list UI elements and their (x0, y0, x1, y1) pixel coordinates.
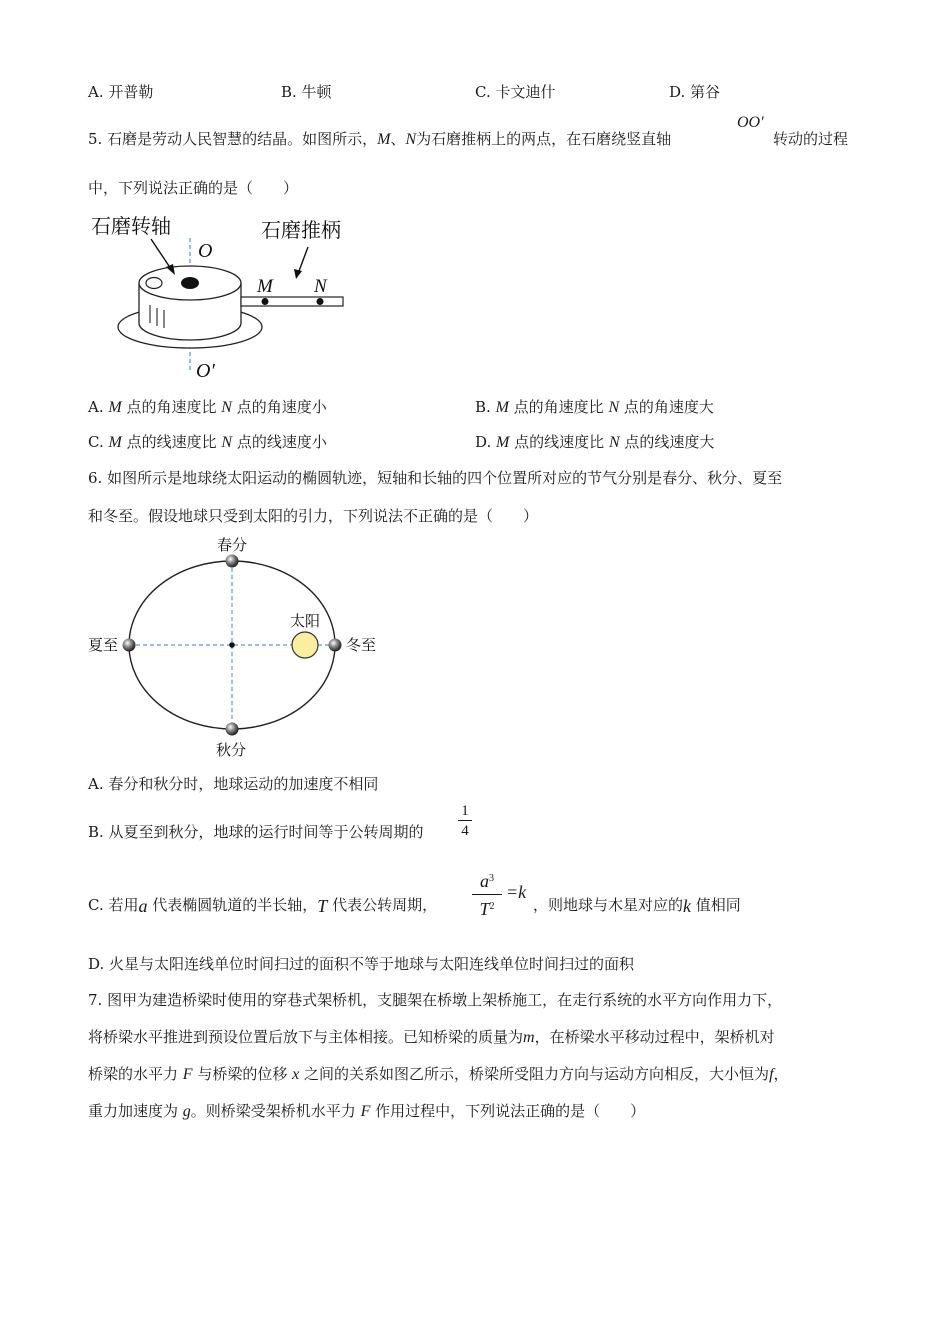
q5-stem-line2: 中，下列说法正确的是（ ） (88, 179, 299, 197)
q7-stem-line4: 重力加速度为 g。则桥梁受架桥机水平力 F 作用过程中，下列说法正确的是（ ） (88, 1102, 646, 1120)
q5-option-d: D. M 点的线速度比 N 点的线速度大 (475, 433, 715, 451)
q5-option-c: C. M 点的线速度比 N 点的线速度小 (88, 433, 327, 451)
q4-option-c: C. 卡文迪什 (475, 83, 556, 101)
label-o: O (198, 240, 213, 262)
label-m: M (257, 276, 273, 297)
sun (292, 632, 318, 658)
label-axis: 石磨转轴 (91, 214, 171, 238)
q4-option-a: A. 开普勒 (88, 83, 154, 101)
label-n: N (314, 276, 327, 297)
label-o-prime: O′ (196, 360, 215, 382)
q6-option-b: B. 从夏至到秋分，地球的运行时间等于公转周期的 (88, 823, 424, 841)
q6-option-b-fraction: $\frac{1}{4}$ (458, 802, 472, 841)
q6-option-c-tail: ，则地球与木星对应的k 值相同 (533, 896, 741, 916)
q7-stem-line3: 桥梁的水平力 F 与桥梁的位移 x 之间的关系如图乙所示，桥梁所受阻力方向与运动方向相反，大小恒为f， (88, 1065, 789, 1083)
q5-stem-line1: 5. 石磨是劳动人民智慧的结晶。如图所示，M、N为石磨推柄上的两点，在石磨绕竖直轴 (88, 130, 672, 148)
q4-option-b: B. 牛顿 (281, 83, 332, 101)
q6-stem-line1: 6. 如图所示是地球绕太阳运动的椭圆轨迹，短轴和长轴的四个位置所对应的节气分别是春分、秋分、夏至 (88, 469, 783, 487)
earth-spring (226, 555, 239, 568)
label-spring: 春分 (217, 536, 248, 554)
millstone-figure (85, 205, 355, 390)
q5-axis-symbol: OO′ (737, 114, 764, 131)
label-sun: 太阳 (290, 612, 321, 630)
point-m (262, 298, 269, 305)
q7-stem-line1: 7. 图甲为建造桥梁时使用的穿巷式架桥机，支腿架在桥墩上架桥施工，在走行系统的水平方向作用力下， (88, 991, 783, 1009)
millstone-handle (241, 297, 343, 306)
q4-option-d: D. 第谷 (669, 83, 721, 101)
label-handle: 石磨推柄 (261, 218, 341, 242)
earth-autumn (226, 723, 239, 736)
label-summer: 夏至 (88, 636, 119, 654)
earth-winter (329, 639, 342, 652)
orbit-figure (80, 533, 390, 763)
q6-option-c: C. 若用a 代表椭圆轨道的半长轴，T 代表公转周期， (88, 896, 438, 916)
q5-option-a: A. M 点的角速度比 N 点的角速度小 (88, 398, 327, 416)
q6-option-a: A. 春分和秋分时，地球运动的加速度不相同 (88, 775, 379, 793)
axis-dot (181, 277, 199, 289)
q6-option-d: D. 火星与太阳连线单位时间扫过的面积不等于地球与太阳连线单位时间扫过的面积 (88, 955, 635, 973)
center-dot (229, 642, 235, 648)
label-autumn: 秋分 (216, 741, 247, 759)
earth-summer (123, 639, 136, 652)
label-winter: 冬至 (346, 636, 377, 654)
q6-option-c-eq: =k (506, 882, 527, 902)
q5-option-b: B. M 点的角速度比 N 点的角速度大 (475, 398, 714, 416)
point-n (317, 298, 324, 305)
q6-option-c-fraction: $\frac{a^3}{T^2}$ (472, 868, 502, 923)
q5-stem-line1-end: 转动的过程 (773, 130, 849, 148)
q7-stem-line2: 将桥梁水平推进到预设位置后放下与主体相接。已知桥梁的质量为m，在桥梁水平移动过程中，架桥机对 (88, 1028, 775, 1046)
q6-stem-line2: 和冬至。假设地球只受到太阳的引力，下列说法不正确的是（ ） (88, 507, 539, 525)
